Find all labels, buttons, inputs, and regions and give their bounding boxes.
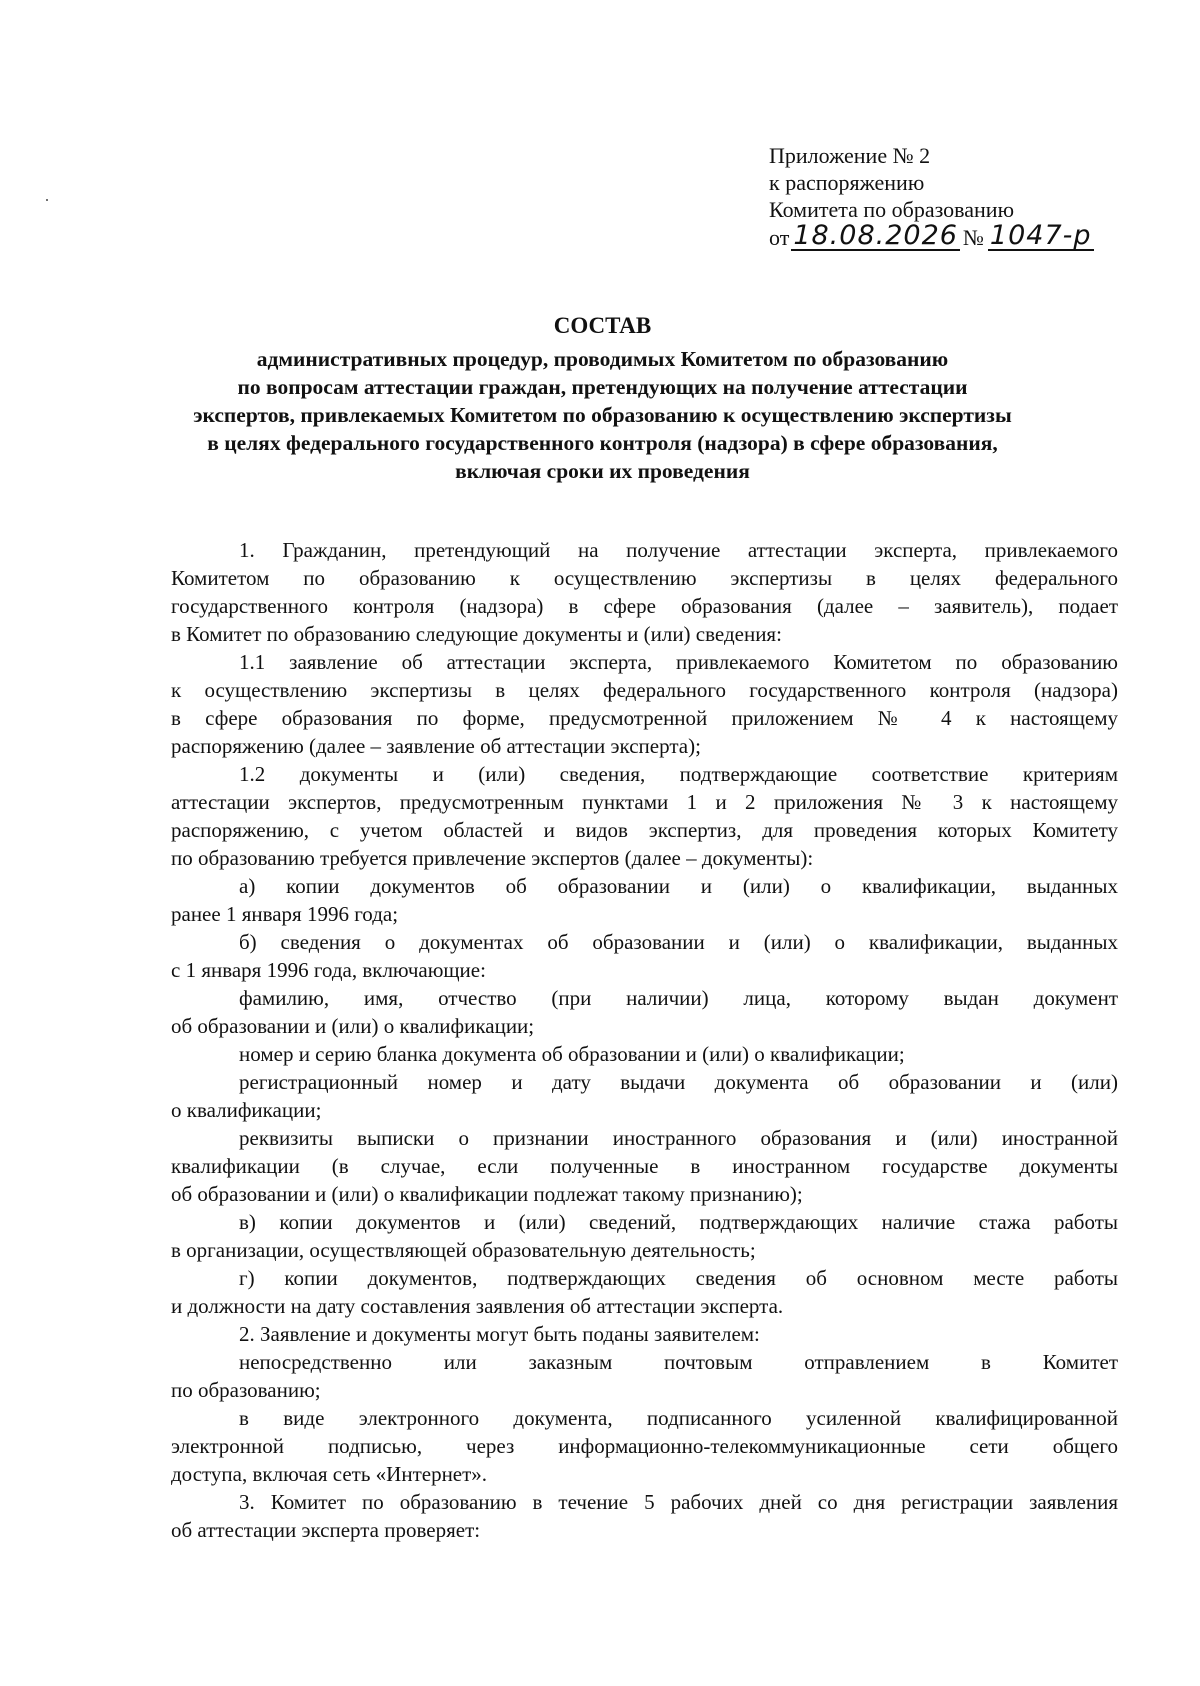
body-line: Комитетом по образованию к осуществлению экспертизы в целях федерального	[171, 566, 1118, 590]
body-line: и должности на дату составления заявления об аттестации эксперта.	[171, 1294, 784, 1318]
body-line: государственного контроля (надзора) в сфере образования (далее – заявитель), подает	[171, 594, 1118, 618]
body-line: квалификации (в случае, если полученные в иностранном государстве документы	[171, 1154, 1118, 1178]
body-line: доступа, включая сеть «Интернет».	[171, 1462, 488, 1486]
body-line: по образованию требуется привлечение экспертов (далее – документы):	[171, 846, 814, 870]
committee-label: Комитета по образованию	[769, 197, 1015, 222]
body-line: б) сведения о документах об образовании и (или) о квалификации, выданных	[239, 930, 1118, 954]
body-line: в Комитет по образованию следующие документы и (или) сведения:	[171, 622, 782, 646]
body-line: распоряжению, с учетом областей и видов экспертиз, для проведения которых Комитету	[171, 818, 1118, 842]
body-line: с 1 января 1996 года, включающие:	[171, 958, 486, 982]
body-line: распоряжению (далее – заявление об аттестации эксперта);	[171, 734, 701, 758]
title-line: включая сроки их проведения	[455, 459, 750, 483]
body-line: к осуществлению экспертизы в целях федерального государственного контроля (надзора)	[171, 678, 1118, 702]
body-line: об образовании и (или) о квалификации подлежат такому признанию);	[171, 1182, 803, 1206]
body-line: в виде электронного документа, подписанного усиленной квалифицированной	[239, 1406, 1118, 1430]
handwritten-number: 1047-р	[989, 220, 1092, 251]
body-line: в) копии документов и (или) сведений, подтверждающих наличие стажа работы	[239, 1210, 1118, 1234]
document-body	[171, 536, 1118, 1544]
body-line: об образовании и (или) о квалификации;	[171, 1014, 535, 1038]
body-line: фамилию, имя, отчество (при наличии) лица, которому выдан документ	[239, 986, 1118, 1010]
appendix-header	[769, 142, 1094, 251]
to-order-label: к распоряжению	[769, 170, 925, 195]
body-line: аттестации экспертов, предусмотренным пунктами 1 и 2 приложения № 3 к настоящему	[171, 790, 1118, 814]
scan-speck	[46, 199, 48, 201]
body-line: 3. Комитет по образованию в течение 5 рабочих дней со дня регистрации заявления	[239, 1490, 1118, 1514]
document-title	[140, 311, 1065, 485]
body-line: 1.1 заявление об аттестации эксперта, привлекаемого Комитетом по образованию	[239, 650, 1118, 674]
body-line: а) копии документов об образовании и (или) о квалификации, выданных	[239, 874, 1118, 898]
title-line: в целях федерального государственного контроля (надзора) в сфере образования,	[207, 431, 998, 455]
body-line: 2. Заявление и документы могут быть поданы заявителем:	[239, 1322, 760, 1346]
body-line: ранее 1 января 1996 года;	[171, 902, 399, 926]
body-line: по образованию;	[171, 1378, 321, 1402]
title-line: экспертов, привлекаемых Комитетом по образованию к осуществлению экспертизы	[193, 403, 1012, 427]
body-line: номер и серию бланка документа об образовании и (или) о квалификации;	[239, 1042, 905, 1066]
body-line: г) копии документов, подтверждающих сведения об основном месте работы	[239, 1266, 1118, 1290]
appendix-label: Приложение № 2	[769, 143, 931, 168]
body-line: об аттестации эксперта проверяет:	[171, 1518, 481, 1542]
title-line: по вопросам аттестации граждан, претендующих на получение аттестации	[237, 375, 968, 399]
body-line: реквизиты выписки о признании иностранного образования и (или) иностранной	[239, 1126, 1118, 1150]
body-line: 1. Гражданин, претендующий на получение аттестации эксперта, привлекаемого	[239, 538, 1118, 562]
body-line: в организации, осуществляющей образовательную деятельность;	[171, 1238, 756, 1262]
number-label: №	[962, 225, 984, 250]
body-line: непосредственно или заказным почтовым отправлением в Комитет	[239, 1350, 1118, 1374]
body-line: 1.2 документы и (или) сведения, подтверждающие соответствие критериям	[239, 762, 1118, 786]
title-line: административных процедур, проводимых Комитетом по образованию	[256, 347, 949, 371]
body-line: электронной подписью, через информационно-телекоммуникационные сети общего	[171, 1434, 1118, 1458]
order-date-number	[769, 220, 1094, 251]
from-label: от	[769, 225, 790, 250]
body-line: регистрационный номер и дату выдачи документа об образовании и (или)	[239, 1070, 1118, 1094]
title-main: СОСТАВ	[553, 313, 652, 338]
body-line: в сфере образования по форме, предусмотренной приложением № 4 к настоящему	[171, 706, 1118, 730]
handwritten-date: 18.08.2026	[793, 220, 958, 251]
body-line: о квалификации;	[171, 1098, 322, 1122]
